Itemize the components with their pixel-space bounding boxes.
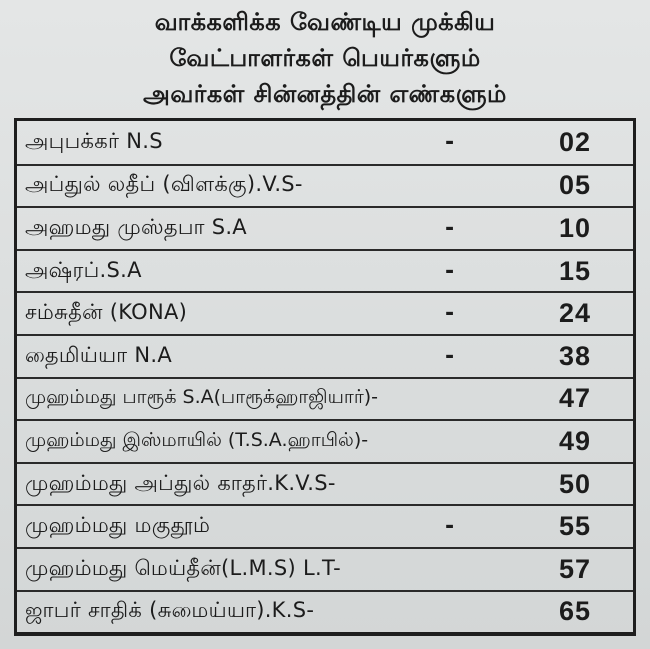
separator-dash: - bbox=[445, 258, 455, 284]
table-row bbox=[17, 377, 633, 420]
candidate-name: அபுபக்கர் N.S bbox=[25, 128, 163, 153]
table-row bbox=[17, 291, 633, 334]
candidate-name: சம்சுதீன் (KONA) bbox=[25, 300, 188, 325]
table-row bbox=[17, 334, 633, 377]
table-row bbox=[17, 121, 633, 164]
separator-dash: - bbox=[445, 215, 455, 241]
heading-line-1: வாக்களிக்க வேண்டிய முக்கிய bbox=[154, 8, 496, 36]
candidate-name: முஹம்மது மெய்தீன்(L.M.S) L.T- bbox=[25, 555, 342, 580]
symbol-number: 10 bbox=[558, 212, 591, 243]
candidate-name: ஜாபர் சாதிக் (சுமைய்யா).K.S- bbox=[25, 598, 315, 623]
candidate-name: அஹமது முஸ்தபா S.A bbox=[25, 214, 247, 239]
symbol-number: 05 bbox=[558, 170, 591, 201]
symbol-number: 50 bbox=[558, 468, 591, 499]
table-row bbox=[17, 462, 633, 505]
table-row bbox=[17, 206, 633, 249]
separator-dash: - bbox=[445, 343, 455, 369]
table-row bbox=[17, 419, 633, 462]
symbol-number: 49 bbox=[558, 425, 591, 456]
symbol-number: 55 bbox=[558, 511, 591, 542]
candidate-name: அப்துல் லதீப் (விளக்கு).V.S- bbox=[25, 172, 303, 197]
symbol-number: 02 bbox=[558, 126, 591, 157]
list-heading bbox=[0, 4, 650, 112]
heading-line-3: அவர்கள் சின்னத்தின் எண்களும் bbox=[143, 80, 507, 108]
separator-dash: - bbox=[445, 514, 455, 540]
candidates-table bbox=[14, 118, 636, 636]
candidate-name: தைமிய்யா N.A bbox=[25, 342, 173, 367]
candidate-name: முஹம்மது மகுதூம் bbox=[25, 513, 211, 538]
heading-line-2: வேட்பாளர்கள் பெயர்களும் bbox=[169, 44, 481, 72]
candidate-name: முஹம்மது இஸ்மாயில் (T.S.A.ஹாபில்)- bbox=[25, 428, 369, 451]
separator-dash: - bbox=[445, 129, 455, 155]
candidate-name: அஷ்ரப்.S.A bbox=[25, 257, 142, 282]
symbol-number: 47 bbox=[558, 383, 591, 414]
table-row bbox=[17, 590, 633, 633]
symbol-number: 65 bbox=[558, 596, 591, 627]
separator-dash: - bbox=[445, 301, 455, 327]
table-row bbox=[17, 547, 633, 590]
candidate-name: முஹம்மது அப்துல் காதர்.K.V.S- bbox=[25, 470, 336, 495]
symbol-number: 24 bbox=[558, 298, 591, 329]
symbol-number: 15 bbox=[558, 255, 591, 286]
symbol-number: 38 bbox=[558, 340, 591, 371]
symbol-number: 57 bbox=[558, 553, 591, 584]
table-row bbox=[17, 249, 633, 292]
candidate-name: முஹம்மது பாரூக் S.A(பாரூக்ஹாஜியார்)- bbox=[25, 386, 379, 409]
table-row bbox=[17, 164, 633, 207]
table-row bbox=[17, 504, 633, 547]
